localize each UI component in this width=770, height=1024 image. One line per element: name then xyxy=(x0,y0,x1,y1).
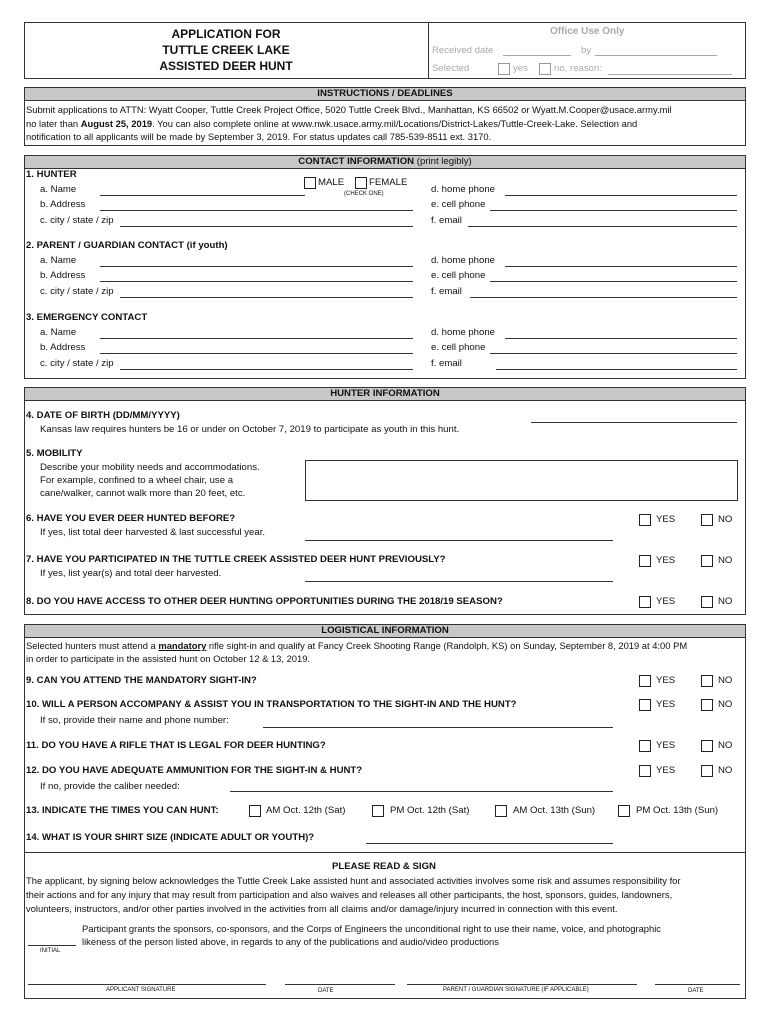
q10-no-label: NO xyxy=(718,699,733,710)
emergency-city-field[interactable] xyxy=(120,369,413,370)
q11-no-checkbox[interactable] xyxy=(701,740,713,752)
q7-label: 7. HAVE YOU PARTICIPATED IN THE TUTTLE CREEK ASSISTED DEER HUNT PREVIOUSLY? xyxy=(26,554,446,565)
time-pm-sun-label: PM Oct. 13th (Sun) xyxy=(636,805,719,816)
emergency-heading: 3. EMERGENCY CONTACT xyxy=(26,312,148,323)
time-am-sat-checkbox[interactable] xyxy=(249,805,261,817)
male-checkbox[interactable] xyxy=(304,177,316,189)
contact-heading: CONTACT INFORMATION (print legibly) xyxy=(24,155,746,169)
q12-no-checkbox[interactable] xyxy=(701,765,713,777)
no-reason-label: no, reason: xyxy=(554,63,603,74)
parent-email-field[interactable] xyxy=(470,297,737,298)
time-am-sat-label: AM Oct. 12th (Sat) xyxy=(266,805,346,816)
time-am-sun-label: AM Oct. 13th (Sun) xyxy=(513,805,596,816)
applicant-signature-label: APPLICANT SIGNATURE xyxy=(106,987,176,993)
hunter-home-phone-field[interactable] xyxy=(505,195,737,196)
q6-no-label: NO xyxy=(718,514,733,525)
logistics-intro-line1: Selected hunters must attend a mandatory rifle sight-in and qualify at Fancy Creek Shooting Range (Randolph, KS) on Sunday, September 8, 2019 at 4:00 PM xyxy=(26,640,688,651)
dob-field[interactable] xyxy=(531,422,737,423)
emergency-home-phone-label: d. home phone xyxy=(431,327,496,338)
time-pm-sun-checkbox[interactable] xyxy=(618,805,630,817)
q11-yes-label: YES xyxy=(656,740,676,751)
received-date-line[interactable] xyxy=(503,55,571,56)
by-label: by xyxy=(581,45,592,56)
q4-note: Kansas law requires hunters be 16 or under on October 7, 2019 to participate as youth in this hunt. xyxy=(40,424,460,435)
q8-label: 8. DO YOU HAVE ACCESS TO OTHER DEER HUNTING OPPORTUNITIES DURING THE 2018/19 SEASON? xyxy=(26,596,503,607)
male-label: MALE xyxy=(318,177,345,188)
q12-yes-checkbox[interactable] xyxy=(639,765,651,777)
emergency-email-label: f. email xyxy=(431,358,462,369)
q7-no-checkbox[interactable] xyxy=(701,555,713,567)
office-use-label: Office Use Only xyxy=(550,26,625,37)
selected-yes-label: yes xyxy=(513,63,528,74)
sign-heading: PLEASE READ & SIGN xyxy=(332,861,436,872)
q7-field[interactable] xyxy=(305,581,613,582)
selected-no-checkbox[interactable] xyxy=(539,63,551,75)
female-checkbox[interactable] xyxy=(355,177,367,189)
q10-label: 10. WILL A PERSON ACCOMPANY & ASSIST YOU IN TRANSPORTATION TO THE SIGHT-IN AND THE HUNT? xyxy=(26,699,517,710)
hunter-city-label: c. city / state / zip xyxy=(40,215,114,226)
selected-label: Selected xyxy=(432,63,470,74)
q12-note: If no, provide the caliber needed: xyxy=(40,781,180,792)
parent-heading: 2. PARENT / GUARDIAN CONTACT (if youth) xyxy=(26,240,228,251)
q6-label: 6. HAVE YOU EVER DEER HUNTED BEFORE? xyxy=(26,513,236,524)
emergency-address-field[interactable] xyxy=(100,353,413,354)
sign-p2-line1: Participant grants the sponsors, co-sponsors, and the Corps of Engineers the unconditional right to use their name, voice, and photographic xyxy=(82,923,661,934)
q8-no-label: NO xyxy=(718,596,733,607)
q6-yes-checkbox[interactable] xyxy=(639,514,651,526)
parent-cell-phone-label: e. cell phone xyxy=(431,270,486,281)
q12-label: 12. DO YOU HAVE ADEQUATE AMMUNITION FOR THE SIGHT-IN & HUNT? xyxy=(26,765,363,776)
hunter-city-field[interactable] xyxy=(120,226,413,227)
parent-home-phone-field[interactable] xyxy=(505,266,737,267)
q8-yes-label: YES xyxy=(656,596,676,607)
hunter-email-field[interactable] xyxy=(468,226,737,227)
hunter-name-label: a. Name xyxy=(40,184,77,195)
parent-name-field[interactable] xyxy=(100,266,413,267)
q12-field[interactable] xyxy=(230,791,613,792)
hunter-cell-phone-field[interactable] xyxy=(490,210,737,211)
hunter-home-phone-label: d. home phone xyxy=(431,184,496,195)
instructions-line3: notification to all applicants will be made by September 3, 2019. For status updates call 785-539-8511 ext. 3170. xyxy=(26,131,492,142)
applicant-date-field[interactable] xyxy=(285,984,395,985)
emergency-name-field[interactable] xyxy=(100,338,413,339)
q8-yes-checkbox[interactable] xyxy=(639,596,651,608)
hunter-info-heading: HUNTER INFORMATION xyxy=(24,387,746,401)
q6-field[interactable] xyxy=(305,540,613,541)
parent-city-field[interactable] xyxy=(120,297,413,298)
title-line1: APPLICATION FOR xyxy=(171,27,281,41)
check-one-note: (CHECK ONE) xyxy=(344,191,384,197)
no-reason-line[interactable] xyxy=(608,74,732,75)
mobility-textarea[interactable] xyxy=(305,460,738,501)
q9-yes-checkbox[interactable] xyxy=(639,675,651,687)
logistics-heading: LOGISTICAL INFORMATION xyxy=(24,624,746,638)
applicant-signature-field[interactable] xyxy=(28,984,266,985)
q10-field[interactable] xyxy=(263,727,613,728)
emergency-cell-phone-field[interactable] xyxy=(490,353,737,354)
hunter-heading: 1. HUNTER xyxy=(26,169,77,180)
initial-label: INITIAL xyxy=(40,948,61,954)
selected-yes-checkbox[interactable] xyxy=(498,63,510,75)
q10-yes-label: YES xyxy=(656,699,676,710)
hunter-email-label: f. email xyxy=(431,215,462,226)
q9-yes-label: YES xyxy=(656,675,676,686)
time-am-sun-checkbox[interactable] xyxy=(495,805,507,817)
q6-note: If yes, list total deer harvested & last successful year. xyxy=(40,527,266,538)
hunter-name-field[interactable] xyxy=(100,195,305,196)
title-line2: TUTTLE CREEK LAKE xyxy=(162,43,290,57)
q12-no-label: NO xyxy=(718,765,733,776)
sign-p1-line1: The applicant, by signing below acknowledges the Tuttle Creek Lake assisted hunt and associated activities involves some risk and assumes responsibility for xyxy=(26,875,681,886)
q13-label: 13. INDICATE THE TIMES YOU CAN HUNT: xyxy=(26,805,219,816)
time-pm-sat-checkbox[interactable] xyxy=(372,805,384,817)
hunter-address-label: b. Address xyxy=(40,199,86,210)
received-date-label: Received date xyxy=(432,45,494,56)
applicant-date-label: DATE xyxy=(318,988,334,994)
parent-address-label: b. Address xyxy=(40,270,86,281)
instructions-heading: INSTRUCTIONS / DEADLINES xyxy=(24,87,746,101)
emergency-address-label: b. Address xyxy=(40,342,86,353)
initial-field[interactable] xyxy=(28,945,76,946)
q7-note: If yes, list year(s) and total deer harvested. xyxy=(40,568,222,579)
q5-line1: Describe your mobility needs and accommodations. xyxy=(40,462,260,473)
parent-address-field[interactable] xyxy=(100,281,413,282)
q6-yes-label: YES xyxy=(656,514,676,525)
q7-no-label: NO xyxy=(718,555,733,566)
logistics-intro-line2: in order to participate in the assisted hunt on October 12 & 13, 2019. xyxy=(26,653,311,664)
q9-no-label: NO xyxy=(718,675,733,686)
q8-no-checkbox[interactable] xyxy=(701,596,713,608)
q5-label: 5. MOBILITY xyxy=(26,448,83,459)
sign-p1-line2: their actions and for any injury that may result from participation and also waives and releases all other participants, the host, sponsors, guides, landowners, xyxy=(26,889,673,900)
title-line3: ASSISTED DEER HUNT xyxy=(159,59,293,73)
q4-label: 4. DATE OF BIRTH (DD/MM/YYYY) xyxy=(26,410,180,421)
parent-city-label: c. city / state / zip xyxy=(40,286,114,297)
emergency-city-label: c. city / state / zip xyxy=(40,358,114,369)
q5-line2: For example, confined to a wheel chair, use a xyxy=(40,475,234,486)
instructions-line1: Submit applications to ATTN: Wyatt Cooper, Tuttle Creek Project Office, 5020 Tuttle Creek Blvd., Manhattan, KS 66502 or Wyatt.M.Cooper@usace.army.mil xyxy=(26,104,672,115)
q11-no-label: NO xyxy=(718,740,733,751)
parent-date-label: DATE xyxy=(688,988,704,994)
emergency-email-field[interactable] xyxy=(496,369,737,370)
sign-p1-line3: volunteers, instructors, and/or other parties involved in the activities from all claims and/or damage/injury incurred in connection with this event. xyxy=(26,903,618,914)
parent-signature-label: PARENT / GUARDIAN SIGNATURE (IF APPLICABLE) xyxy=(443,987,589,993)
q9-no-checkbox[interactable] xyxy=(701,675,713,687)
q10-note: If so, provide their name and phone number: xyxy=(40,715,229,726)
emergency-name-label: a. Name xyxy=(40,327,77,338)
q9-label: 9. CAN YOU ATTEND THE MANDATORY SIGHT-IN? xyxy=(26,675,257,686)
emergency-cell-phone-label: e. cell phone xyxy=(431,342,486,353)
shirt-size-field[interactable] xyxy=(366,843,613,844)
q10-yes-checkbox[interactable] xyxy=(639,699,651,711)
q5-line3: cane/walker, cannot walk more than 20 feet, etc. xyxy=(40,488,246,499)
female-label: FEMALE xyxy=(369,177,408,188)
sign-p2-line2: likeness of the person listed above, in regards to any of the publications and audio/video productions xyxy=(82,936,499,947)
q11-label: 11. DO YOU HAVE A RIFLE THAT IS LEGAL FOR DEER HUNTING? xyxy=(26,740,326,751)
parent-email-label: f. email xyxy=(431,286,462,297)
q7-yes-label: YES xyxy=(656,555,676,566)
q7-yes-checkbox[interactable] xyxy=(639,555,651,567)
header-divider xyxy=(428,22,429,78)
parent-home-phone-label: d. home phone xyxy=(431,255,496,266)
q10-no-checkbox[interactable] xyxy=(701,699,713,711)
parent-date-field[interactable] xyxy=(655,984,740,985)
by-line[interactable] xyxy=(595,55,717,56)
parent-signature-field[interactable] xyxy=(407,984,637,985)
time-pm-sat-label: PM Oct. 12th (Sat) xyxy=(390,805,470,816)
parent-name-label: a. Name xyxy=(40,255,77,266)
instructions-line2: no later than August 25, 2019. You can also complete online at www.nwk.usace.army.mil/Locations/District-Lakes/Tuttle-Creek-Lake. Selection and xyxy=(26,118,638,129)
emergency-home-phone-field[interactable] xyxy=(505,338,737,339)
q12-yes-label: YES xyxy=(656,765,676,776)
parent-cell-phone-field[interactable] xyxy=(490,281,737,282)
q14-label: 14. WHAT IS YOUR SHIRT SIZE (INDICATE ADULT OR YOUTH)? xyxy=(26,832,315,843)
q11-yes-checkbox[interactable] xyxy=(639,740,651,752)
q6-no-checkbox[interactable] xyxy=(701,514,713,526)
hunter-cell-phone-label: e. cell phone xyxy=(431,199,486,210)
contact-box xyxy=(24,168,746,379)
hunter-address-field[interactable] xyxy=(100,210,413,211)
